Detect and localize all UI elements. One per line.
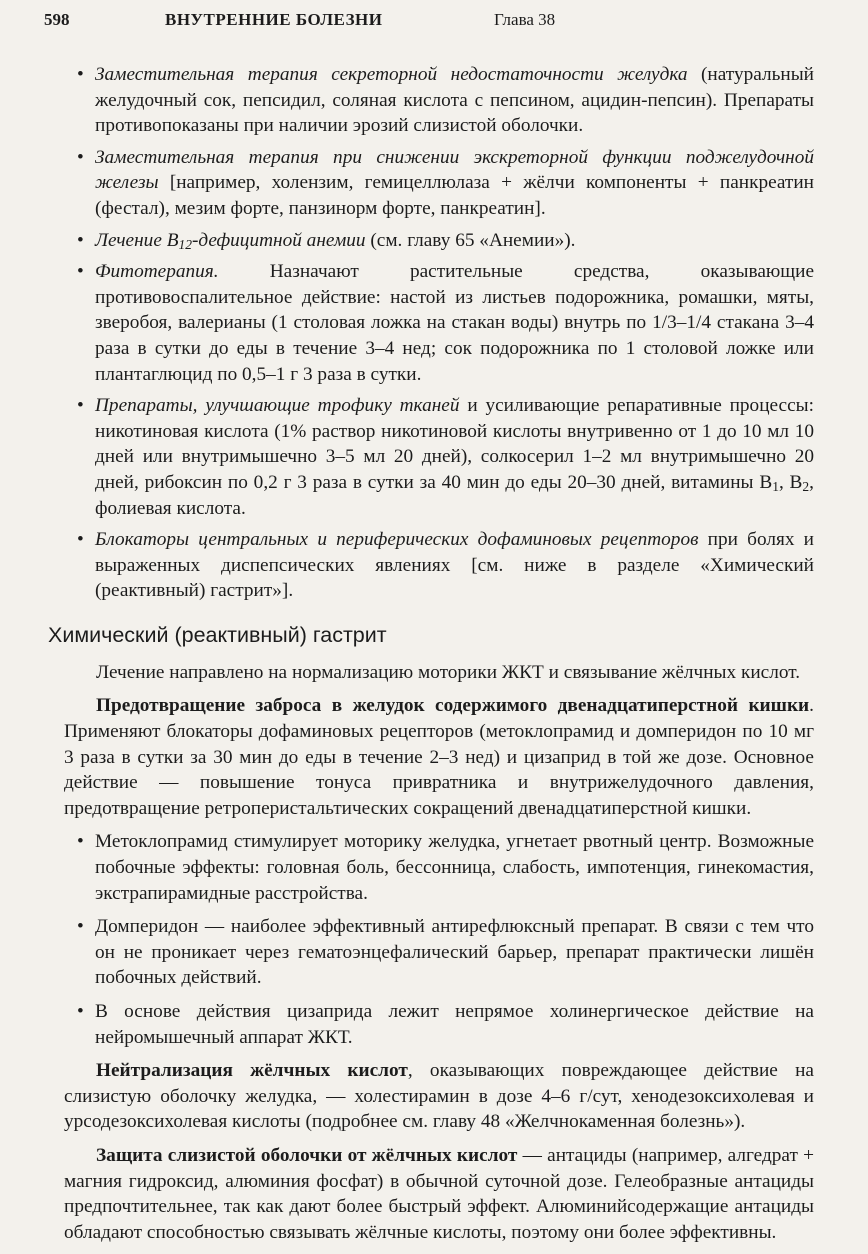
- subscript: 12: [178, 236, 192, 252]
- item-text: (см. главу 65 «Анемии»).: [365, 229, 576, 251]
- paragraph-lead: Нейтрализация жёлчных кислот: [96, 1060, 408, 1082]
- item-title: Блокаторы центральных и периферических дофаминовых рецепторов: [95, 529, 699, 551]
- reflux-paragraph: [64, 693, 814, 821]
- item-text: и усиливающие репаративные процессы: никотиновая кислота (1% раствор никотиновой кислоты внутривенно от 1 до 10 мл 10 дней или внутримышечно 3–5 мл 20 дней), солкосерил 1–2 мл внутримышечно 20 дней, рибоксин по 0,2 г 3 раза в сутки за 40 мин до еды 20–30 дней, витамины B: [95, 395, 814, 493]
- paragraph-text: — антациды (например, алгедрат + магния гидроксид, алюминия фосфат) в обычной суточной дозе. Гелеобразные антациды предпочтительнее, так как дают более быстрый эффект. Алюминийсодержащие антациды обладают способностью связывать жёлчные кислоты, поэтому они более эффективны.: [64, 1144, 814, 1243]
- paragraph-lead: Предотвращение заброса в желудок содержимого двенадцатиперстной кишки: [96, 695, 810, 717]
- list-item: [64, 259, 814, 387]
- page-number: 598: [44, 10, 70, 29]
- list-item: [64, 145, 814, 222]
- item-text: (натуральный желудочный сок, пепсидил, соляная кислота с пепсином, ацидин-пепсин). Препараты противопоказаны при наличии эрозий слизистой оболочки.: [95, 64, 814, 137]
- list-item: [64, 527, 814, 604]
- intro-paragraph: Лечение направлено на нормализацию моторики ЖКТ и связывание жёлчных кислот.: [96, 661, 801, 683]
- title-part: -дефицитной анемии: [191, 229, 366, 251]
- list-item: [64, 393, 814, 521]
- list-item: • В основе действия цизаприда лежит непрямое холинергическое действие на нейромышечный аппарат ЖКТ.: [64, 999, 814, 1050]
- page-body: [48, 62, 814, 1245]
- section-heading: Химический (реактивный) гастрит: [48, 622, 387, 647]
- protection-paragraph: [64, 1143, 814, 1245]
- list-item: • Домперидон — наиболее эффективный антирефлюксный препарат. В связи с тем что он не проникает через гематоэнцефалический барьер, препарат практически лишён побочных действий.: [64, 914, 814, 991]
- item-title: Препараты, улучшающие трофику тканей: [95, 395, 460, 417]
- item-text: , фолиевая кислота.: [95, 471, 814, 519]
- item-text: Назначают растительные средства, оказывающие противовоспалительное действие: настой из листьев подорожника, ромашки, мяты, зверобоя, валерианы (1 столовая ложка на стакан воды) внутрь по 1/3–1/4 стакана 3–4 раза в сутки до еды в течение 3–4 нед; сок подорожника по 1 столовой ложке или плантаглюцид по 0,5–1 г 3 раза в сутки.: [95, 261, 814, 385]
- item-text: [например, холензим, гемицеллюлаза + жёлчи компоненты + панкреатин (фестал), мезим форте, панзинорм форте, панкреатин].: [95, 172, 814, 219]
- item-text: , B: [778, 471, 803, 493]
- item-title: Фитотерапия.: [95, 261, 219, 283]
- list-item: [64, 62, 814, 139]
- paragraph-text: , оказывающих повреждающее действие на слизистую оболочку желудка, — холестирамин в дозе 4–6 г/сут, хенодезоксихолевая и урсодезоксихолевая кислоты (подробнее см. главу 48 «Желчнокаменная болезнь»).: [64, 1060, 814, 1133]
- treatment-list: [64, 62, 814, 604]
- running-title: ВНУТРЕННИЕ БОЛЕЗНИ: [165, 10, 383, 29]
- subscript: 2: [802, 478, 810, 494]
- title-part: Лечение B: [95, 229, 179, 251]
- item-title: Заместительная терапия при снижении экскреторной функции поджелудочной железы: [95, 146, 814, 194]
- list-item: • Метоклопрамид стимулирует моторику желудка, угнетает рвотный центр. Возможные побочные эффекты: головная боль, бессонница, слабость, импотенция, гинекомастия, экстрапирамидные расстройства.: [64, 829, 814, 906]
- list-item: [64, 228, 814, 254]
- drug-list: [64, 829, 814, 1050]
- neutralization-paragraph: [64, 1058, 814, 1135]
- item-title: Заместительная терапия секреторной недостаточности желудка: [95, 64, 688, 85]
- page-header: [44, 10, 808, 36]
- paragraph-text: . Применяют блокаторы дофаминовых рецепторов (метоклопрамид и домперидон по 10 мг 3 раза в сутки за 30 мин до еды в течение 2–3 нед) и цизаприд в той же дозе. Основное действие — повышение тонуса привратника и внутрижелудочного давления, предотвращение ретроперистальтических сокращений двенадцатиперстной кишки.: [64, 695, 814, 819]
- paragraph-lead: Защита слизистой оболочки от жёлчных кислот: [96, 1144, 518, 1166]
- item-title: [95, 230, 366, 251]
- item-text: при болях и выраженных диспепсических явлениях [см. ниже в разделе «Химический (реактивный) гастрит»].: [95, 529, 814, 602]
- chapter-label: Глава 38: [494, 10, 556, 29]
- subscript: 1: [772, 478, 779, 494]
